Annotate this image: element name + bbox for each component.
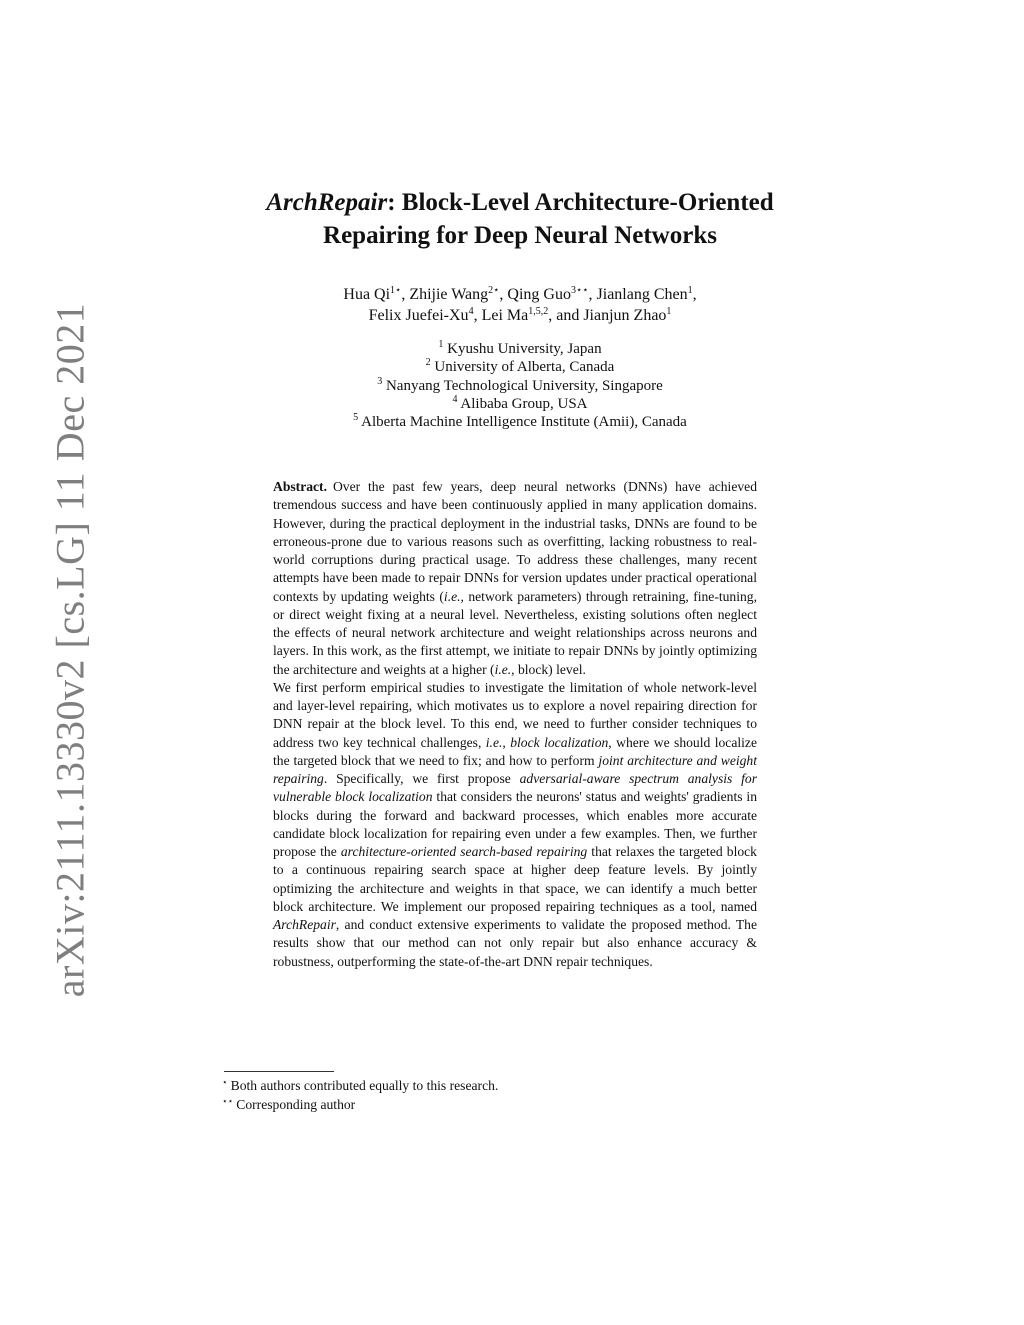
footnote-mark: ⋆⋆: [222, 1096, 234, 1106]
author-superscript: 3⋆⋆: [570, 285, 589, 296]
abstract-text: that considers the neurons' status and weights' gradients in blocks during the forward and backward processes, which enables more accurate candidate block localization for repairing even under a few examples. Then, we further propose the: [273, 789, 758, 859]
footnote-text: Both authors contributed equally to this research.: [230, 1078, 499, 1093]
author-name: Felix Juefei-Xu: [368, 307, 469, 324]
author-superscript: 1: [687, 285, 693, 296]
author: [343, 286, 409, 303]
affiliation-number: 5: [353, 412, 359, 424]
author-name: Qing Guo: [507, 286, 571, 303]
author-separator: ,: [588, 286, 597, 303]
footnote-text: Corresponding author: [236, 1097, 356, 1112]
author-superscript: 1⋆: [390, 285, 402, 296]
author: [482, 307, 557, 324]
abstract-ie: i.e.: [485, 734, 503, 750]
abstract-text: , and conduct extensive experiments to validate the proposed method. The results show that our method can not only repair but also enhance accuracy & robustness, outperforming the state-of-the-art DNN repair techniques.: [273, 917, 757, 969]
author-list: [200, 284, 840, 326]
footnote-divider: [224, 1071, 334, 1072]
abstract-text: ,: [502, 734, 511, 750]
author-superscript: 4: [468, 306, 474, 317]
footnote-mark: ⋆: [222, 1077, 228, 1087]
author-separator: ,: [401, 286, 410, 303]
abstract: [273, 478, 757, 971]
arxiv-identifier: arXiv:2111.13330v2 [cs.LG] 11 Dec 2021: [47, 302, 93, 998]
affiliation-list: [200, 340, 840, 431]
author-separator: ,: [499, 286, 508, 303]
abstract-emphasis: ArchRepair: [273, 917, 336, 932]
abstract-emphasis: block localization: [510, 734, 609, 750]
abstract-text: , where we should localize the targeted block that we need to fix; and how to perform: [273, 734, 757, 768]
abstract-text: , network parameters) through retraining, fine-tuning, or direct weight fixing at a neural level. Nevertheless, existing solutions often neglect the effects of neural network architecture and weight relationships across neurons and layers. In this work, as the first attempt, we initiate to repair DNNs by jointly optimizing the architecture and weights at a higher (: [273, 588, 757, 677]
affiliation: [200, 377, 840, 395]
paper-title: [200, 186, 840, 252]
author-separator: ,: [473, 307, 482, 324]
abstract-paragraph-1: [273, 478, 757, 679]
author-name: Zhijie Wang: [409, 286, 489, 303]
abstract-text: Over the past few years, deep neural networks (DNNs) have achieved tremendous success and have been continuously applied in many application domains. However, during the practical deployment in the industrial tasks, DNNs are found to be erroneous-prone due to various reasons such as overfitting, lacking robustness to real-world corruptions during practical usage. To address these challenges, many recent attempts have been made to repair DNNs for version updates under practical operational contexts by updating weights (: [273, 479, 757, 604]
footnote: [222, 1095, 782, 1114]
abstract-ie: i.e.: [443, 588, 461, 604]
title-line-1: : Block-Level Architecture-Oriented: [387, 189, 774, 216]
affiliation-number: 1: [438, 339, 444, 350]
title-line-2: Repairing for Deep Neural Networks: [323, 222, 717, 249]
author-name: and Jianjun Zhao: [556, 307, 667, 324]
abstract-text: , block) level.: [511, 661, 586, 677]
author: [556, 307, 671, 324]
abstract-label: Abstract.: [273, 479, 327, 494]
abstract-text: that relaxes the targeted block to a continuous repairing search space at higher deep feature levels. By jointly optimizing the architecture and weights in that space, we can identify a much better block architecture. We implement our proposed repairing techniques as a tool, named: [273, 844, 757, 914]
author: [597, 286, 697, 303]
affiliation: [200, 340, 840, 358]
abstract-emphasis: joint architecture and weight repairing: [273, 752, 757, 786]
abstract-text: . Specifically, we first propose: [323, 771, 520, 786]
affiliation-number: 4: [452, 393, 458, 405]
footnote: [222, 1076, 782, 1095]
author-superscript: 1,5,2: [528, 306, 549, 317]
abstract-paragraph-2: [273, 679, 757, 971]
affiliation-text: Kyushu University, Japan: [447, 341, 602, 357]
abstract-text: We first perform empirical studies to investigate the limitation of whole network-level and layer-level repairing, which motivates us to explore a novel repairing direction for DNN repair at the block level. To this end, we need to further consider techniques to address two key technical challenges,: [273, 679, 757, 750]
author-separator: ,: [692, 286, 697, 303]
title-tool-name: ArchRepair: [266, 189, 388, 216]
affiliation-text: Alberta Machine Intelligence Institute (Amii), Canada: [361, 414, 687, 431]
affiliation-text: Alibaba Group, USA: [460, 395, 588, 412]
affiliation-number: 2: [425, 357, 431, 369]
footnotes: [222, 1076, 782, 1114]
affiliation: [200, 413, 840, 431]
affiliation: [200, 358, 840, 376]
abstract-ie: i.e.: [494, 661, 512, 677]
abstract-emphasis: architecture-oriented search-based repairing: [340, 844, 588, 859]
affiliation-number: 3: [377, 375, 383, 387]
author-superscript: 2⋆: [488, 285, 500, 296]
author-separator: ,: [548, 307, 557, 324]
author-name: Hua Qi: [343, 286, 391, 303]
author-name: Lei Ma: [481, 307, 529, 324]
author-name: Jianlang Chen: [596, 286, 688, 303]
author-superscript: 1: [666, 306, 672, 317]
author: [507, 286, 596, 303]
author: [369, 307, 482, 324]
abstract-emphasis: adversarial-aware spectrum analysis for vulnerable block localization: [273, 771, 757, 805]
affiliation-text: Nanyang Technological University, Singapore: [385, 377, 663, 394]
affiliation-text: University of Alberta, Canada: [434, 359, 615, 376]
author: [409, 286, 507, 303]
affiliation: [200, 395, 840, 413]
